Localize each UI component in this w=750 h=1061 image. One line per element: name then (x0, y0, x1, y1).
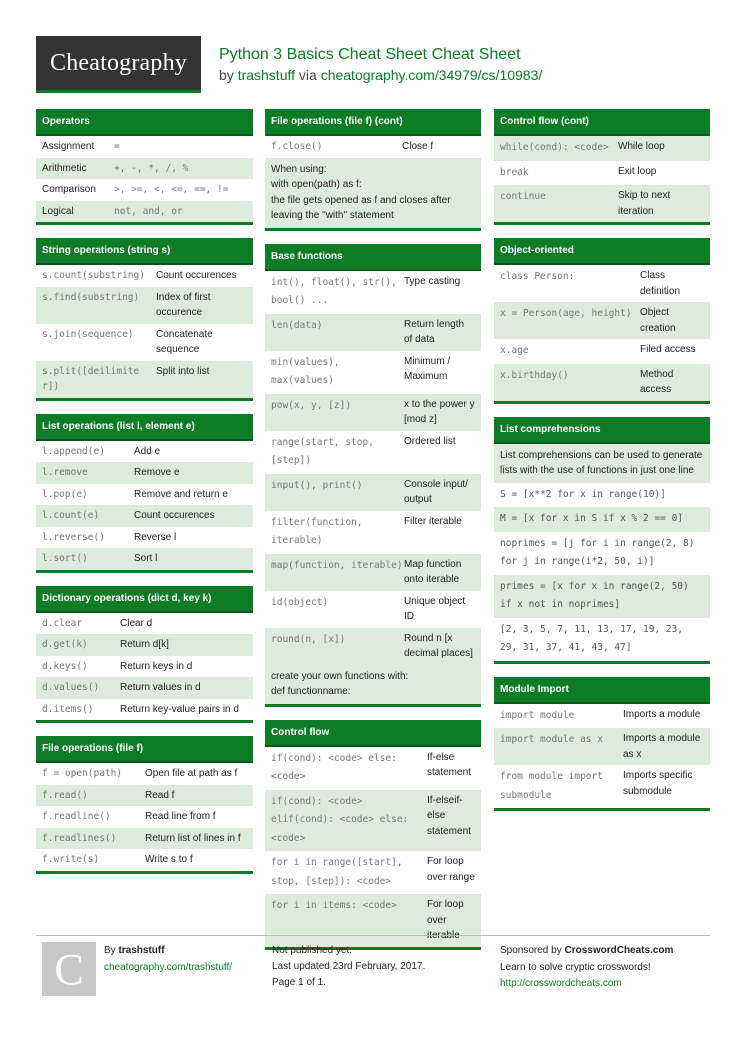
table-row (494, 185, 710, 222)
section-header: List operations (list l, element e) (36, 414, 253, 441)
section-header: File operations (file f) (cont) (265, 109, 481, 136)
row-value: Clear d (120, 617, 153, 629)
footer-by: By (104, 945, 116, 956)
row-key: f.readlines() (42, 832, 117, 844)
byline-via: via (298, 67, 317, 83)
table-row (265, 747, 481, 790)
table-row (265, 394, 481, 431)
row-key: continue (500, 191, 546, 202)
byline-by: by (219, 67, 234, 83)
list-operations-section (36, 414, 253, 573)
table-row (36, 484, 253, 506)
row-value: Minimum / Maximum (404, 355, 451, 382)
table-row (265, 591, 481, 628)
row-key: class Person: (500, 271, 575, 282)
row-key: d.items() (42, 703, 94, 715)
code-line: [2, 3, 5, 7, 11, 13, 17, 19, 23, 29, 31, 37, 41, 43, 47] (494, 618, 710, 661)
row-key: int(), float(), str(), bool() ... (271, 276, 397, 306)
row-value: Return keys in d (120, 660, 193, 672)
row-key: s.find(substring) (42, 291, 140, 303)
row-value: Reverse l (134, 531, 177, 543)
row-key: f.close() (271, 141, 323, 152)
footer-sponsor-link[interactable]: http://crosswordcheats.com (500, 978, 622, 989)
table-row (36, 527, 253, 549)
row-value: Exit loop (618, 165, 657, 177)
row-key: if(cond): <code> else: <code> (271, 752, 397, 782)
author-link[interactable]: trashstuff (237, 67, 296, 83)
row-value: Split into list (156, 365, 210, 377)
table-row (494, 136, 710, 161)
row-key: s.count(substring) (42, 270, 145, 281)
table-row (265, 628, 481, 665)
note-line: When using: (271, 163, 327, 175)
table-row (265, 351, 481, 394)
control-flow-cont-section (494, 109, 710, 225)
row-key: pow(x, y, [z]) (271, 399, 352, 411)
base-functions-section (265, 244, 481, 707)
footer-sponsor-text: Learn to solve cryptic crosswords! (500, 962, 651, 973)
row-key: l.count(e) (42, 510, 100, 521)
section-header: Object-oriented (494, 238, 710, 265)
row-key: s.join(sequence) (42, 328, 134, 340)
row-value: Return length of data (404, 318, 465, 345)
note-line: create your own functions with: (271, 670, 409, 682)
row-value: Map function onto iterable (404, 558, 462, 585)
table-row (265, 431, 481, 474)
row-key: filter(function, iterable) (271, 516, 363, 546)
row-value: x to the power y [mod z] (404, 398, 475, 425)
row-value: While loop (618, 141, 665, 152)
table-row (36, 849, 253, 871)
row-key: l.reverse() (42, 531, 105, 543)
file-operations-cont-section (265, 109, 481, 231)
row-key: if(cond): <code> elif(cond): <code> else: <code> (271, 795, 409, 844)
column-2 (265, 109, 481, 963)
table-row (36, 763, 253, 785)
row-value: Return d[k] (120, 639, 169, 650)
row-key: x.age (500, 345, 529, 356)
row-value: Sort l (134, 553, 158, 564)
table-row (36, 265, 253, 287)
table-row (265, 851, 481, 894)
table-row (36, 634, 253, 656)
table-row (36, 548, 253, 570)
row-key: l.append(e) (42, 445, 105, 457)
note-line: the file gets opened as f and closes after leaving the "with" statement (271, 194, 451, 221)
row-key: range(start, stop, [step]) (271, 436, 374, 466)
table-row (36, 613, 253, 635)
table-row (36, 158, 253, 180)
table-row (36, 656, 253, 678)
row-value: Ordered list (404, 435, 456, 447)
table-row (36, 505, 253, 527)
section-header: Dictionary operations (dict d, key k) (36, 586, 253, 613)
row-value: Index of first occurence (156, 291, 211, 318)
footer-sponsor-name[interactable]: CrosswordCheats.com (564, 945, 674, 956)
section-header: Control flow (cont) (494, 109, 710, 136)
row-key: d.get(k) (42, 639, 88, 650)
table-row (494, 265, 710, 302)
row-key: f = open(path) (42, 768, 123, 779)
row-key: break (500, 166, 529, 178)
row-value: Filter iterable (404, 515, 462, 527)
row-value: Remove e (134, 467, 180, 478)
row-key: x = Person(age, height) (500, 308, 632, 319)
row-value: Return key-value pairs in d (120, 703, 239, 715)
row-value: For loop over iterable (427, 899, 464, 941)
table-row (36, 179, 253, 201)
section-header: Base functions (265, 244, 481, 271)
table-row (494, 339, 710, 364)
table-row (494, 728, 710, 765)
row-key: Logical (42, 205, 74, 217)
row-key: id(object) (271, 596, 329, 608)
table-row (265, 474, 481, 511)
table-row (36, 136, 253, 158)
row-value: Count occurences (156, 270, 237, 281)
row-value: not, and, or (114, 205, 183, 217)
row-value: If-elseif-else statement (427, 794, 471, 837)
row-key: s.plit([deilimiter]) (42, 365, 140, 392)
row-key: Arithmetic (42, 162, 87, 174)
row-value: = (114, 141, 120, 152)
table-row (265, 271, 481, 314)
section-header: String operations (string s) (36, 238, 253, 265)
table-row (36, 324, 253, 361)
row-value: Class definition (640, 270, 681, 297)
row-value: Object creation (640, 307, 676, 334)
code-line: S = [x**2 for x in range(10)] (494, 483, 710, 508)
row-value: Count occurences (134, 510, 215, 521)
table-row (36, 462, 253, 484)
table-row (36, 441, 253, 463)
footer-author-link[interactable]: cheatography.com/trashstuff/ (104, 962, 233, 973)
footer-page: Page 1 of 1. (272, 977, 326, 988)
row-key: l.remove (42, 467, 88, 478)
note-line: def functionname: (271, 686, 351, 697)
functions-note (265, 665, 481, 704)
row-key: round(n, [x]) (271, 633, 346, 645)
row-value: Method access (640, 368, 674, 395)
row-key: for i in range([start], stop, [step]): <code> (271, 857, 403, 887)
table-row (36, 201, 253, 223)
module-import-section (494, 677, 710, 812)
file-operations-section (36, 736, 253, 874)
row-value: Imports a module (623, 708, 701, 720)
object-oriented-section (494, 238, 710, 404)
row-key: f.readline() (42, 811, 111, 822)
row-key: input(), print() (271, 479, 363, 491)
row-key: l.pop(e) (42, 488, 88, 500)
row-key: from module import submodule (500, 771, 603, 801)
table-row (36, 699, 253, 721)
section-header: Operators (36, 109, 253, 136)
row-key: Comparison (42, 184, 96, 195)
cheatography-avatar-icon: C (42, 942, 96, 996)
footer-author-name[interactable]: trashstuff (118, 945, 165, 956)
row-value: Read f (145, 789, 175, 801)
list-comprehensions-section (494, 417, 710, 664)
table-row (494, 704, 710, 729)
cheatography-logo[interactable]: Cheatography (36, 36, 201, 93)
row-value: Type casting (404, 275, 461, 287)
comprehensions-note: List comprehensions can be used to generate lists with the use of functions in just one line (494, 444, 710, 483)
table-row (265, 314, 481, 351)
byline (219, 67, 542, 83)
row-value: Imports a module as x (623, 733, 701, 760)
row-value: Skip to next iteration (618, 190, 671, 217)
code-line: M = [x for x in S if x % 2 == 0] (494, 507, 710, 532)
section-header: Module Import (494, 677, 710, 704)
footer-published: Not published yet. (272, 945, 353, 956)
table-row (494, 364, 710, 401)
row-value: +, -, *, /, % (114, 162, 189, 174)
row-value: Write s to f (145, 854, 193, 865)
section-header: Control flow (265, 720, 481, 747)
table-row (36, 361, 253, 398)
row-key: d.keys() (42, 660, 88, 672)
row-value: Round n [x decimal places] (404, 632, 473, 659)
row-key: f.read() (42, 789, 88, 801)
row-value: Return values in d (120, 682, 201, 693)
footer-updated: Last updated 23rd February, 2017. (272, 961, 426, 972)
row-key: while(cond): <code> (500, 142, 609, 153)
row-value: Return list of lines in f (145, 832, 241, 844)
row-key: Assignment (42, 141, 95, 152)
row-key: import module (500, 709, 575, 721)
row-value: Add e (134, 445, 161, 457)
operators-rows (36, 136, 253, 222)
table-row (265, 136, 481, 158)
table-row (36, 287, 253, 324)
table-row (494, 765, 710, 808)
row-key: d.clear (42, 617, 83, 629)
row-value: Concatenate sequence (156, 328, 213, 355)
row-key: d.values() (42, 682, 100, 693)
row-value: >, >=, <, <=, ==, != (114, 184, 229, 195)
row-key: x.birthday() (500, 369, 569, 381)
row-value: For loop over range (427, 856, 475, 883)
code-line: noprimes = [j for i in range(2, 8) for j in range(i*2, 50, i)] (494, 532, 710, 575)
row-key: for i in items: <code> (271, 900, 397, 911)
column-3 (494, 109, 710, 824)
row-value: Console input/ output (404, 478, 468, 505)
footer-author (104, 943, 165, 959)
table-row (265, 790, 481, 852)
string-operations-section (36, 238, 253, 401)
sheet-url-link[interactable]: cheatography.com/34979/cs/10983/ (320, 67, 543, 83)
footer-sponsor (500, 943, 673, 959)
row-value: Read line from f (145, 811, 216, 822)
row-value: If-else statement (427, 751, 471, 778)
note-line: with open(path) as f: (271, 179, 362, 190)
table-row (494, 161, 710, 186)
with-statement-note (265, 158, 481, 228)
control-flow-section (265, 720, 481, 950)
table-row (265, 554, 481, 591)
table-row (265, 894, 481, 947)
row-key: f.write(s) (42, 854, 100, 865)
footer-sponsored-by: Sponsored by (500, 945, 562, 956)
code-line: primes = [x for x in range(2, 50) if x not in noprimes] (494, 575, 710, 618)
row-key: min(values), max(values) (271, 356, 340, 386)
row-value: Unique object ID (404, 595, 466, 622)
operators-section (36, 109, 253, 225)
row-value: Filed access (640, 344, 696, 355)
table-row (36, 785, 253, 807)
row-value: Imports specific submodule (623, 770, 693, 797)
row-value: Open file at path as f (145, 768, 238, 779)
section-header: File operations (file f) (36, 736, 253, 763)
row-value: Remove and return e (134, 488, 228, 500)
dictionary-operations-section (36, 586, 253, 724)
sheet-title: Python 3 Basics Cheat Sheet Cheat Sheet (219, 46, 521, 63)
table-row (36, 806, 253, 828)
row-key: len(data) (271, 319, 323, 331)
row-value: Close f (402, 141, 434, 152)
table-row (36, 828, 253, 850)
row-key: map(function, iterable) (271, 559, 403, 571)
column-1 (36, 109, 253, 887)
table-row (494, 302, 710, 339)
table-row (36, 677, 253, 699)
footer-divider (36, 935, 710, 936)
section-header: List comprehensions (494, 417, 710, 444)
table-row (265, 511, 481, 554)
row-key: import module as x (500, 734, 603, 745)
row-key: l.sort() (42, 553, 88, 564)
